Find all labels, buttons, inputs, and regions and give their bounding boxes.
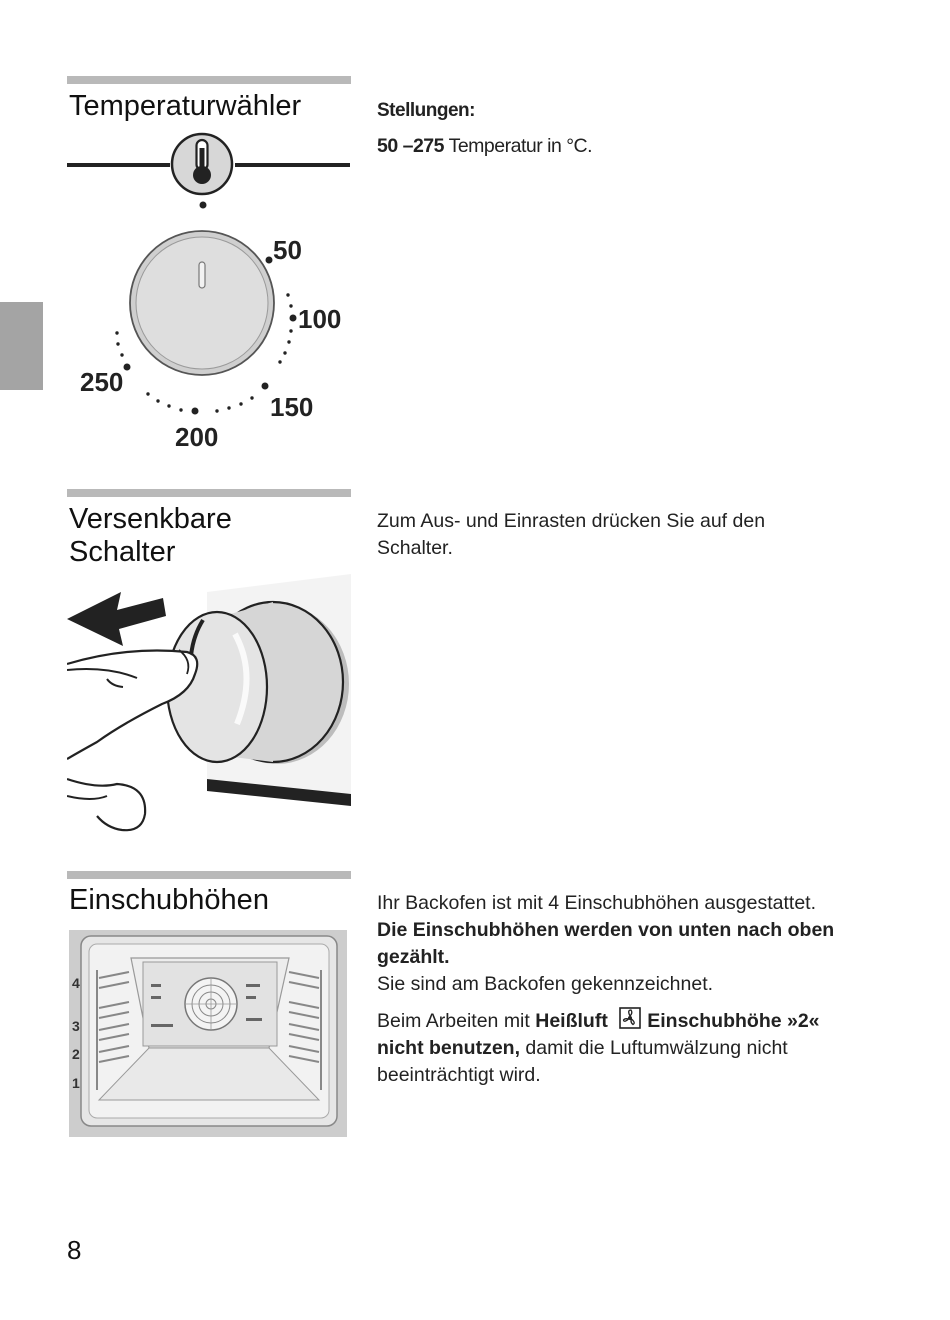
dial-label-50: 50 bbox=[273, 235, 302, 265]
page-number: 8 bbox=[67, 1235, 82, 1265]
oven-interior-illustration bbox=[69, 930, 347, 1137]
positions-label: Stellungen: bbox=[377, 100, 475, 121]
dial-label-200: 200 bbox=[175, 422, 219, 452]
level-label-2: 2 bbox=[72, 1046, 80, 1062]
switch-instruction-line-1: Zum Aus- und Einrasten drücken Sie auf den bbox=[377, 510, 766, 532]
heading-line-2: Schalter bbox=[69, 536, 176, 568]
levels-description bbox=[377, 890, 834, 998]
warning-rest-2: beeinträchtigt wird. bbox=[377, 1064, 541, 1086]
switch-instruction bbox=[377, 508, 765, 562]
push-switch-illustration bbox=[67, 574, 351, 834]
temperature-range bbox=[377, 133, 592, 160]
chapter-tab bbox=[0, 302, 43, 390]
warning-pre: Beim Arbeiten mit bbox=[377, 1010, 536, 1032]
warning-not-use: nicht benutzen, bbox=[377, 1037, 520, 1059]
warning-heissluft: Heißluft bbox=[535, 1010, 608, 1032]
fan-icon bbox=[619, 1007, 641, 1029]
temperature-dial-illustration bbox=[60, 128, 360, 458]
dial-label-150: 150 bbox=[270, 392, 314, 422]
section-bar-switches bbox=[67, 489, 351, 497]
levels-p3: Sie sind am Backofen gekennzeichnet. bbox=[377, 973, 714, 995]
warning-level: Einschubhöhe »2« bbox=[647, 1010, 820, 1032]
section-bar-levels bbox=[67, 871, 351, 879]
levels-p2-line-2: gezählt. bbox=[377, 946, 450, 968]
level-label-1: 1 bbox=[72, 1075, 80, 1091]
dial-label-100: 100 bbox=[298, 304, 342, 334]
warning-rest-1: damit die Luftumwälzung nicht bbox=[520, 1037, 788, 1059]
range-value: 50 –275 bbox=[377, 135, 444, 157]
dial-label-250: 250 bbox=[80, 367, 124, 397]
heading-einschubhoehen: Einschubhöhen bbox=[69, 884, 269, 916]
thermometer-icon bbox=[172, 134, 232, 194]
levels-p1: Ihr Backofen ist mit 4 Einschubhöhen ausgestattet. bbox=[377, 892, 817, 914]
levels-warning bbox=[377, 1007, 820, 1089]
section-bar-temperature bbox=[67, 76, 351, 84]
switch-instruction-line-2: Schalter. bbox=[377, 537, 453, 559]
fan-cover bbox=[185, 978, 237, 1030]
range-description: Temperatur in °C. bbox=[448, 135, 593, 157]
heading-temperaturwaehler: Temperaturwähler bbox=[69, 90, 302, 122]
level-label-4: 4 bbox=[72, 975, 80, 991]
temperature-knob bbox=[130, 231, 274, 375]
heading-line-1: Versenkbare bbox=[69, 503, 232, 535]
levels-p2-line-1: Die Einschubhöhen werden von unten nach oben bbox=[377, 919, 835, 941]
level-label-3: 3 bbox=[72, 1018, 80, 1034]
heading-versenkbare-schalter bbox=[69, 503, 232, 569]
